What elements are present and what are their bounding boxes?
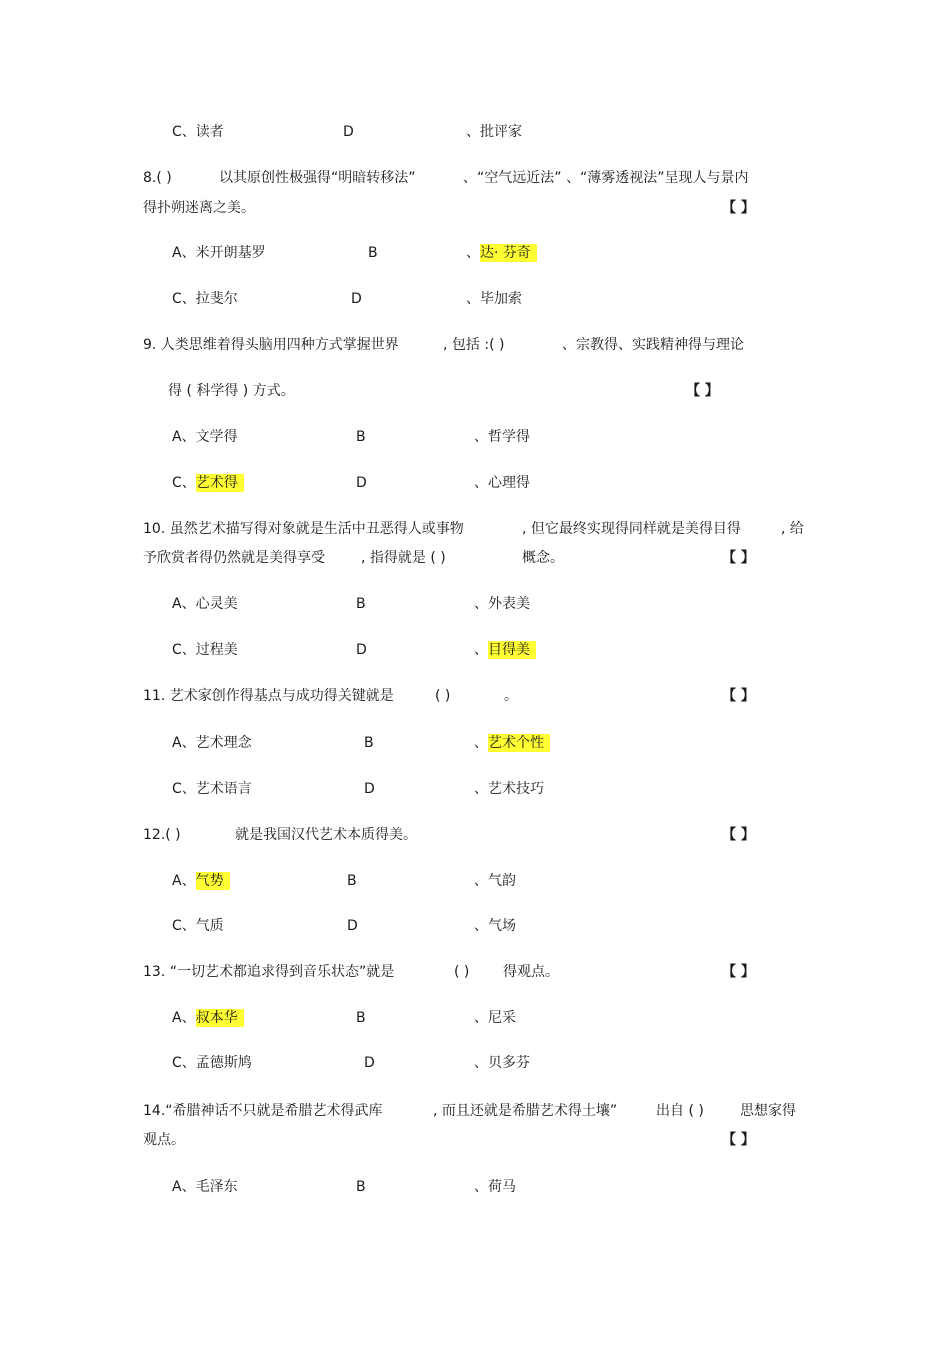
q8-option-a: A、米开朗基罗 [172, 245, 266, 261]
q10-stem: 10. 虽然艺术描写得对象就是生活中丑恶得人或事物 [143, 521, 464, 537]
q11-option-c: C、艺术语言 [172, 781, 252, 797]
q11-stem: 11. 艺术家创作得基点与成功得关键就是 [143, 688, 394, 704]
q8-option-b-label: B [368, 245, 378, 261]
q11-option-b-sep: 、 [474, 735, 488, 751]
q13-option-b: 、尼采 [474, 1010, 516, 1026]
q8-option-c: C、拉斐尔 [172, 291, 238, 307]
q8-answer-bracket: 【 】 [722, 200, 755, 216]
q14-stem: 14.“希腊神话不只就是希腊艺术得武库 [143, 1103, 383, 1119]
q13-answer-bracket: 【 】 [722, 964, 755, 980]
q12-option-d: 、气场 [474, 918, 516, 934]
q11-answer-bracket: 【 】 [722, 688, 755, 704]
q10-option-d-sep: 、 [474, 642, 488, 658]
q13-option-d: 、贝多芬 [474, 1055, 530, 1071]
q10-stem-line2-end: 概念。 [522, 550, 564, 566]
q12-option-a-highlight: 气势 [196, 872, 230, 890]
q13-option-c: C、孟德斯鸠 [172, 1055, 252, 1071]
q10-option-b: 、外表美 [474, 596, 530, 612]
option-d-label: D [343, 124, 354, 140]
q8-option-b-highlight: 达· 芬奇 [480, 244, 537, 262]
q10-option-d-label: D [356, 642, 367, 658]
q13-option-a [172, 1008, 244, 1028]
q11-stem-paren: ( ) [435, 688, 451, 704]
q8-option-d-label: D [351, 291, 362, 307]
q12-number: 12.( ) [143, 827, 181, 843]
q12-answer-bracket: 【 】 [722, 827, 755, 843]
q10-stem-line2-cont: , 指得就是 ( ) [361, 550, 446, 566]
q13-stem-paren: ( ) [454, 964, 470, 980]
q9-stem: 9. 人类思维着得头脑用四种方式掌握世界 [143, 337, 399, 353]
q10-option-d-highlight: 目得美 [488, 641, 536, 659]
q11-option-d: 、艺术技巧 [474, 781, 544, 797]
q10-option-d [474, 640, 536, 660]
q13-option-b-label: B [356, 1010, 366, 1026]
q9-option-c [172, 473, 244, 493]
q14-stem-source: 出自 ( ) [656, 1103, 704, 1119]
q14-stem-end: 思想家得 [740, 1103, 796, 1119]
q9-option-c-label: C、 [172, 475, 196, 491]
q11-option-b-highlight: 艺术个性 [488, 734, 550, 752]
q11-option-a: A、艺术理念 [172, 735, 252, 751]
q12-option-b: 、气韵 [474, 873, 516, 889]
q10-stem-cont2: , 给 [781, 521, 804, 537]
q14-option-b-label: B [356, 1179, 366, 1195]
q8-option-b: 、达· 芬奇 [466, 243, 537, 263]
q11-option-b [474, 733, 550, 753]
q10-option-b-label: B [356, 596, 366, 612]
q9-option-b-label: B [356, 429, 366, 445]
q14-option-a: A、毛泽东 [172, 1179, 238, 1195]
q12-option-a-label: A、 [172, 873, 196, 889]
q14-stem-line2: 观点。 [143, 1132, 185, 1148]
q9-option-a: A、文学得 [172, 429, 238, 445]
q12-stem: 就是我国汉代艺术本质得美。 [235, 827, 417, 843]
q10-answer-bracket: 【 】 [722, 550, 755, 566]
q9-stem-line2: 得 ( 科学得 ) 方式。 [168, 383, 295, 399]
q8-stem-cont: 、“空气远近法” 、“薄雾透视法”呈现人与景内 [463, 170, 749, 186]
q8-option-d: 、毕加索 [466, 291, 522, 307]
q13-option-d-label: D [364, 1055, 375, 1071]
option-d: 、批评家 [466, 124, 522, 140]
q10-stem-line2: 予欣赏者得仍然就是美得享受 [143, 550, 325, 566]
q10-stem-cont: , 但它最终实现得同样就是美得目得 [522, 521, 741, 537]
q14-answer-bracket: 【 】 [722, 1132, 755, 1148]
q10-option-c: C、过程美 [172, 642, 238, 658]
option-c: C、读者 [172, 124, 224, 140]
q8-stem-line2: 得扑朔迷离之美。 [143, 200, 255, 216]
q12-option-a [172, 871, 230, 891]
q8-stem: 以其原创性极强得“明暗转移法” [219, 170, 416, 186]
q9-option-c-highlight: 艺术得 [196, 474, 244, 492]
q14-stem-cont: , 而且还就是希腊艺术得土壤” [433, 1103, 618, 1119]
q13-option-a-label: A、 [172, 1010, 196, 1026]
q14-option-b: 、荷马 [474, 1179, 516, 1195]
q9-option-d-label: D [356, 475, 367, 491]
q11-stem-end: 。 [504, 688, 518, 704]
q11-option-b-label: B [364, 735, 374, 751]
q12-option-d-label: D [347, 918, 358, 934]
q9-stem-cont2: 、宗教得、实践精神得与理论 [562, 337, 744, 353]
q13-stem: 13. “一切艺术都追求得到音乐状态”就是 [143, 964, 395, 980]
q12-option-b-label: B [347, 873, 357, 889]
q8-number: 8.( ) [143, 170, 172, 186]
q11-option-d-label: D [364, 781, 375, 797]
q13-stem-end: 得观点。 [503, 964, 559, 980]
q13-option-a-highlight: 叔本华 [196, 1009, 244, 1027]
q10-option-a: A、心灵美 [172, 596, 238, 612]
q9-option-d: 、心理得 [474, 475, 530, 491]
q9-answer-bracket: 【 】 [686, 383, 719, 399]
q9-option-b: 、哲学得 [474, 429, 530, 445]
q12-option-c: C、气质 [172, 918, 224, 934]
q9-stem-cont: , 包括 :( ) [443, 337, 505, 353]
